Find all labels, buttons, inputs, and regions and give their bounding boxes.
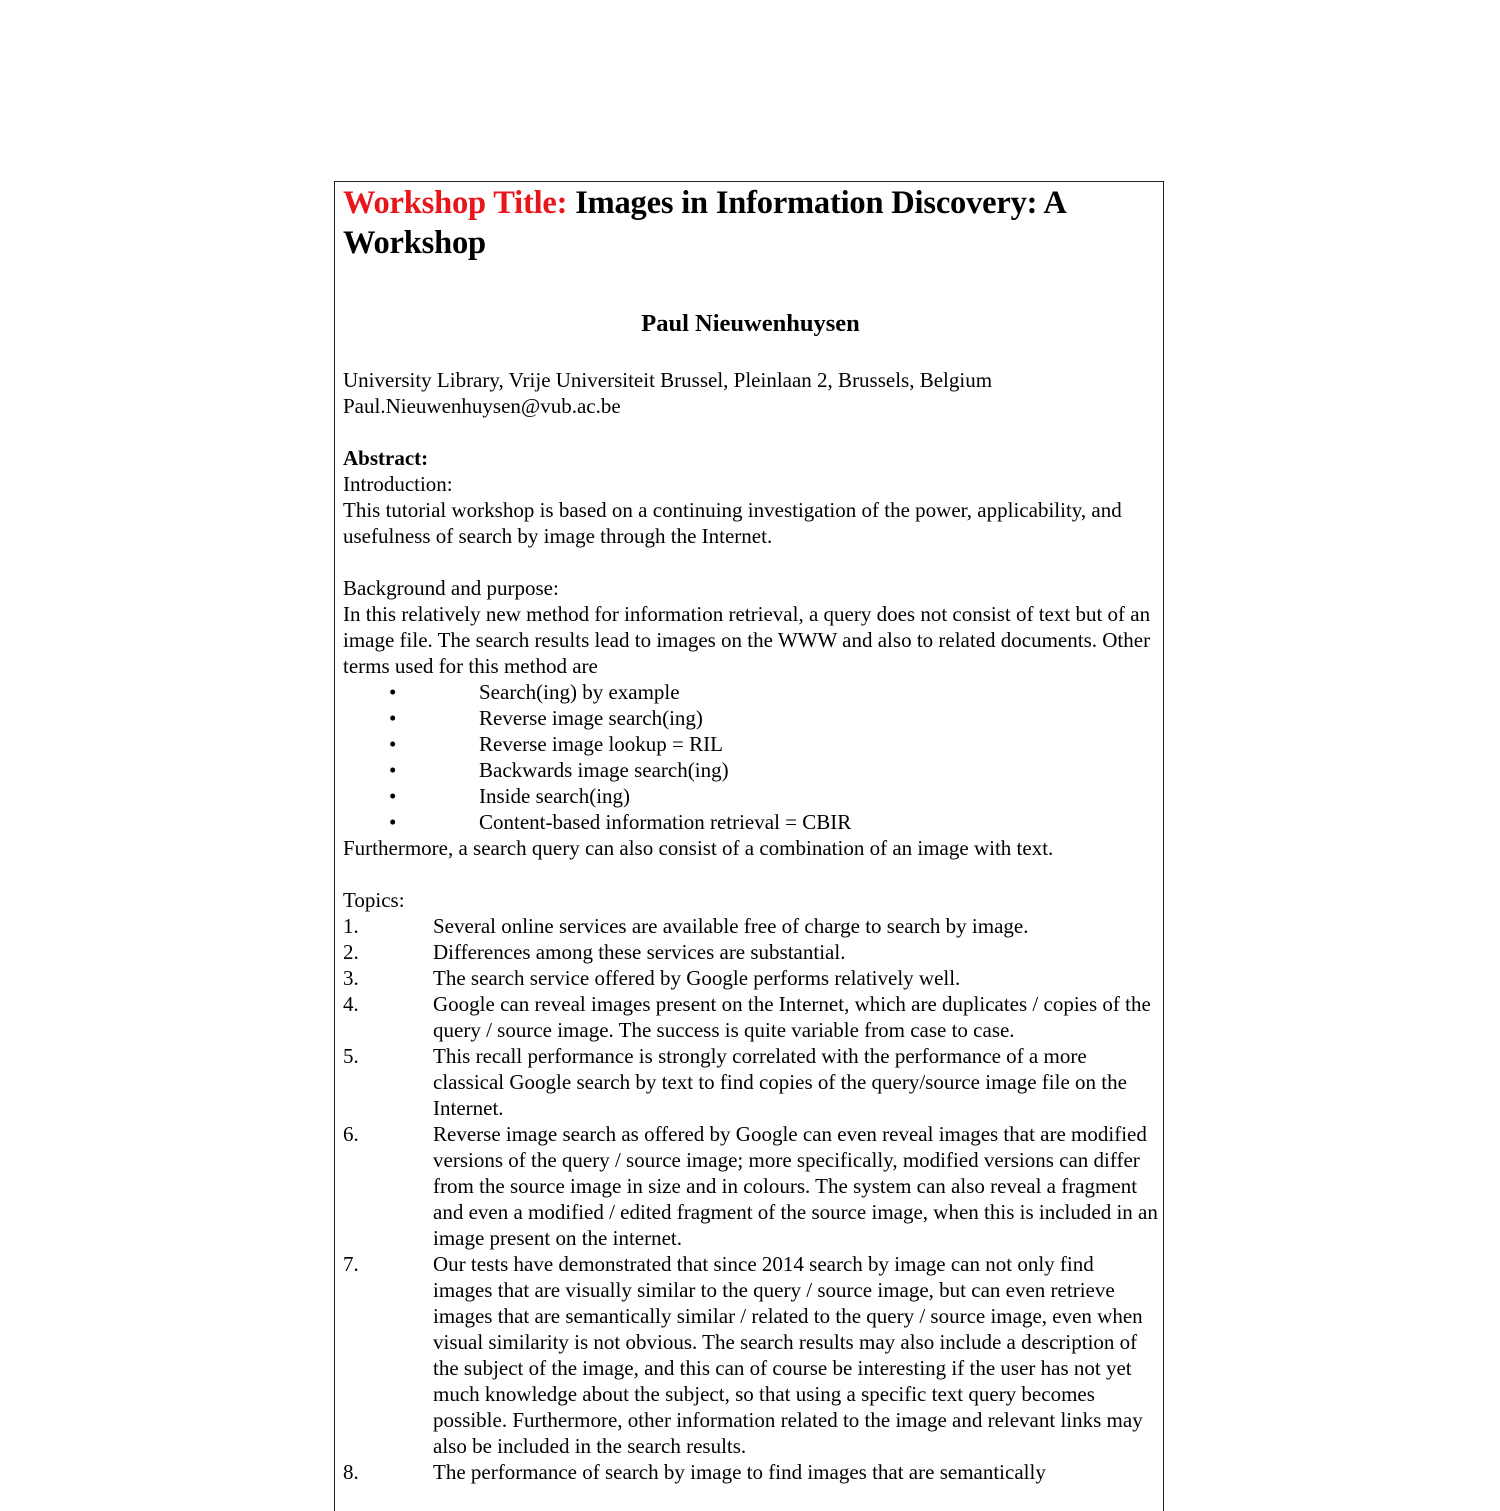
topics-list <box>343 913 1158 1485</box>
list-item <box>343 731 1158 757</box>
item-number: 5. <box>343 1044 359 1068</box>
list-item <box>343 809 1158 835</box>
bullet-icon: • <box>389 706 397 730</box>
term-text: Reverse image lookup = RIL <box>479 732 723 756</box>
item-text: The performance of search by image to find images that are semantically <box>433 1460 1046 1484</box>
title-label: Workshop Title: <box>343 185 568 221</box>
term-text: Reverse image search(ing) <box>479 706 703 730</box>
item-text: Several online services are available free of charge to search by image. <box>433 914 1029 938</box>
intro-heading: Introduction: <box>343 472 453 496</box>
item-text: Our tests have demonstrated that since 2014 search by image can not only find images that are visually similar to the query / source image, but can even retrieve images that are semantically similar / related to the query / source image, even when visual similarity is not obvious. The search results may also include a description of the subject of the image, and this can of course be interesting if the user has not yet much knowledge about the subject, so that using a specific text query becomes possible. Furthermore, other information related to the image and relevant links may also be included in the search results. <box>433 1252 1143 1458</box>
list-item <box>343 679 1158 705</box>
bullet-icon: • <box>389 810 397 834</box>
item-number: 1. <box>343 914 359 938</box>
list-item <box>343 1251 1158 1459</box>
term-text: Backwards image search(ing) <box>479 758 729 782</box>
bullet-icon: • <box>389 784 397 808</box>
item-number: 7. <box>343 1252 359 1276</box>
list-item <box>343 965 1158 991</box>
item-text: The search service offered by Google performs relatively well. <box>433 966 961 990</box>
term-text: Inside search(ing) <box>479 784 631 808</box>
background-text: In this relatively new method for information retrieval, a query does not consist of text but of an image file. The search results lead to images on the WWW and also to related documents. Other terms used for this method are <box>343 602 1151 678</box>
item-text: Reverse image search as offered by Google can even reveal images that are modified versions of the query / source image; more specifically, modified versions can differ from the source image in size and in colours. The system can also reveal a fragment and even a modified / edited fragment of the source image, when this is included in an image present on the internet. <box>433 1122 1158 1250</box>
bullet-icon: • <box>389 758 397 782</box>
intro-text: This tutorial workshop is based on a continuing investigation of the power, applicability, and usefulness of search by image through the Internet. <box>343 498 1122 548</box>
item-number: 2. <box>343 940 359 964</box>
item-number: 6. <box>343 1122 359 1146</box>
title-text: Images in Information Discovery: A Workshop <box>343 185 1065 261</box>
affiliation: University Library, Vrije Universiteit Brussel, Pleinlaan 2, Brussels, Belgium <box>343 368 993 392</box>
item-text: Differences among these services are substantial. <box>433 940 846 964</box>
topics-heading: Topics: <box>343 888 405 912</box>
list-item <box>343 1121 1158 1251</box>
item-number: 8. <box>343 1460 359 1484</box>
term-text: Search(ing) by example <box>479 680 680 704</box>
list-item <box>343 991 1158 1043</box>
abstract-heading: Abstract: <box>343 446 429 470</box>
list-item <box>343 913 1158 939</box>
list-item <box>343 939 1158 965</box>
item-text: This recall performance is strongly correlated with the performance of a more classical Google search by text to find copies of the query/source image file on the Internet. <box>433 1044 1127 1120</box>
list-item <box>343 783 1158 809</box>
bullet-icon: • <box>389 732 397 756</box>
bullet-icon: • <box>389 680 397 704</box>
item-text: Google can reveal images present on the Internet, which are duplicates / copies of the query / source image. The success is quite variable from case to case. <box>433 992 1151 1042</box>
document-content <box>343 183 1158 1485</box>
terms-list <box>343 679 1158 835</box>
item-number: 3. <box>343 966 359 990</box>
email-address: Paul.Nieuwenhuysen@vub.ac.be <box>343 394 621 418</box>
list-item <box>343 1043 1158 1121</box>
list-item <box>343 757 1158 783</box>
author-name: Paul Nieuwenhuysen <box>641 310 860 337</box>
item-number: 4. <box>343 992 359 1016</box>
list-item <box>343 1459 1158 1485</box>
list-item <box>343 705 1158 731</box>
background-heading: Background and purpose: <box>343 576 559 600</box>
term-text: Content-based information retrieval = CBIR <box>479 810 852 834</box>
furthermore-text: Furthermore, a search query can also consist of a combination of an image with text. <box>343 836 1054 860</box>
page-title <box>343 183 1158 263</box>
